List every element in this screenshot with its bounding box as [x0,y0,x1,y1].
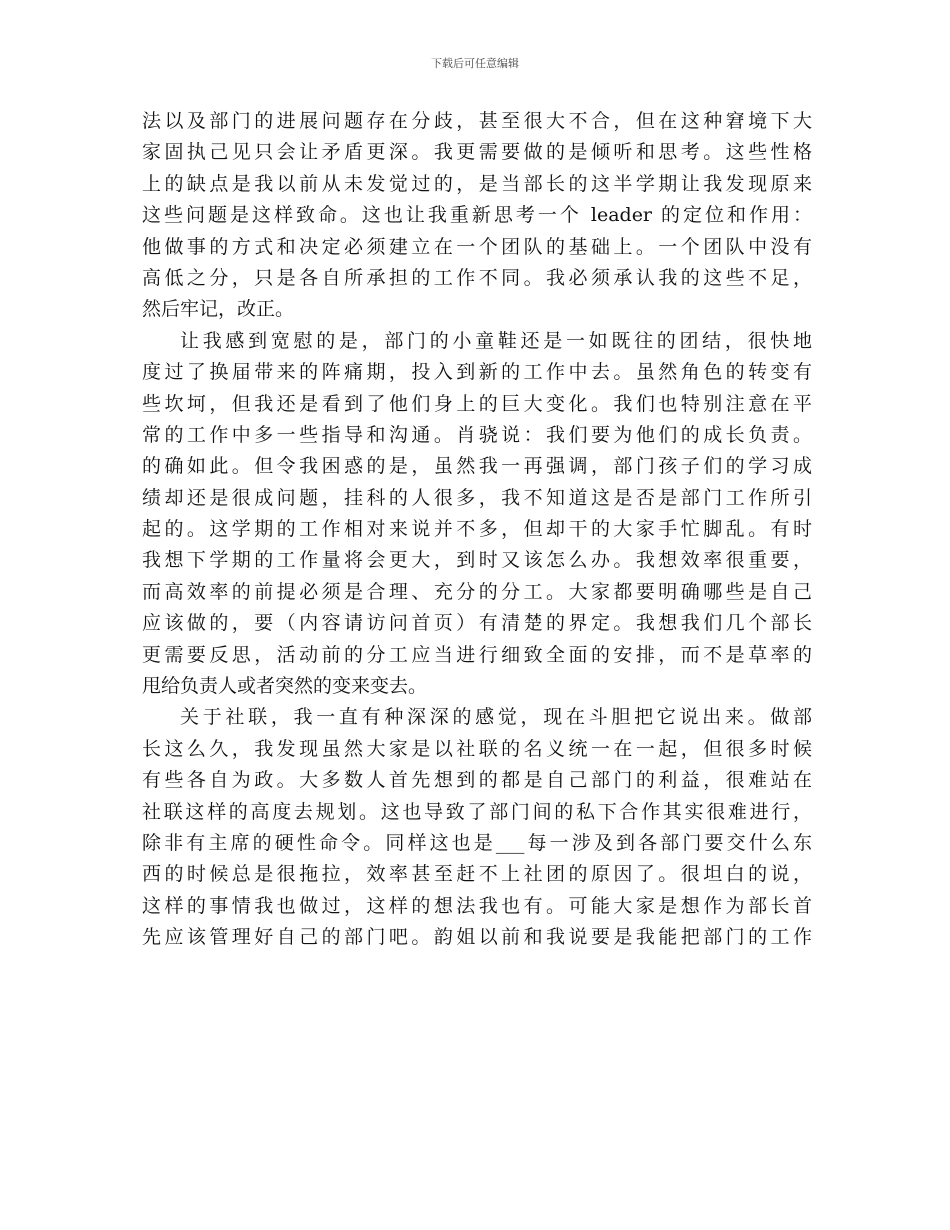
text-line: 而高效率的前提必须是合理、充分的分工。大家都要明确哪些是自己 [142,580,812,603]
text-line: 这样的事情我也做过，这样的想法我也有。可能大家是想作为部长首 [142,894,812,917]
text-line: 我想下学期的工作量将会更大，到时又该怎么办。我想效率很重要， [142,549,812,572]
text-line: 常的工作中多一些指导和沟通。肖骁说：我们要为他们的成长负责。 [142,423,812,446]
paragraph-3 [142,702,812,953]
text-line: 度过了换届带来的阵痛期，投入到新的工作中去。虽然角色的转变有 [142,361,812,384]
text-line: 些坎坷，但我还是看到了他们身上的巨大变化。我们也特别注意在平 [142,392,812,415]
document-body [142,106,812,954]
text-line: 甩给负责人或者突然的变来变去。 [142,675,428,698]
text-line: 社联这样的高度去规划。这也导致了部门间的私下合作其实很难进行， [142,800,812,823]
page-header: 下载后可任意编辑 [431,57,519,70]
text-line: 高低之分，只是各自所承担的工作不同。我必须承认我的这些不足， [142,266,812,289]
text-line: 先应该管理好自己的部门吧。韵姐以前和我说要是我能把部门的工作 [142,926,812,949]
paragraph-1 [142,106,812,326]
text-line: 西的时候总是很拖拉，效率甚至赶不上社团的原因了。很坦白的说， [142,863,812,886]
text-line: 绩却还是很成问题，挂科的人很多，我不知道这是否是部门工作所引 [142,486,812,509]
text-line: 起的。这学期的工作相对来说并不多，但却干的大家手忙脚乱。有时 [142,518,812,541]
paragraph-2 [142,326,812,703]
text-line: 然后牢记，改正。 [142,298,295,321]
text-line: 这些问题是这样致命。这也让我重新思考一个 leader 的定位和作用： [142,204,812,227]
text-line: 法以及部门的进展问题存在分歧，甚至很大不合，但在这种窘境下大 [142,110,812,132]
text-line: 关于社联，我一直有种深深的感觉，现在斗胆把它说出来。做部 [180,706,812,729]
text-line: 更需要反思，活动前的分工应当进行细致全面的安排，而不是草率的 [142,643,812,666]
text-line: 长这么久，我发现虽然大家是以社联的名义统一在一起，但很多时候 [142,737,812,760]
text-line: 有些各自为政。大多数人首先想到的都是自己部门的利益，很难站在 [142,769,812,792]
text-line: 让我感到宽慰的是，部门的小童鞋还是一如既往的团结，很快地 [180,329,812,352]
text-line: 的确如此。但令我困惑的是，虽然我一再强调，部门孩子们的学习成 [142,455,812,478]
text-line: 他做事的方式和决定必须建立在一个团队的基础上。一个团队中没有 [142,235,812,258]
text-line: 家固执己见只会让矛盾更深。我更需要做的是倾听和思考。这些性格 [142,141,812,164]
text-line: 上的缺点是我以前从未发觉过的，是当部长的这半学期让我发现原来 [142,172,812,195]
text-line: 除非有主席的硬性命令。同样这也是___每一涉及到各部门要交什么东 [142,831,812,854]
text-line: 应该做的，要（内容请访问首页）有清楚的界定。我想我们几个部长 [142,612,812,635]
